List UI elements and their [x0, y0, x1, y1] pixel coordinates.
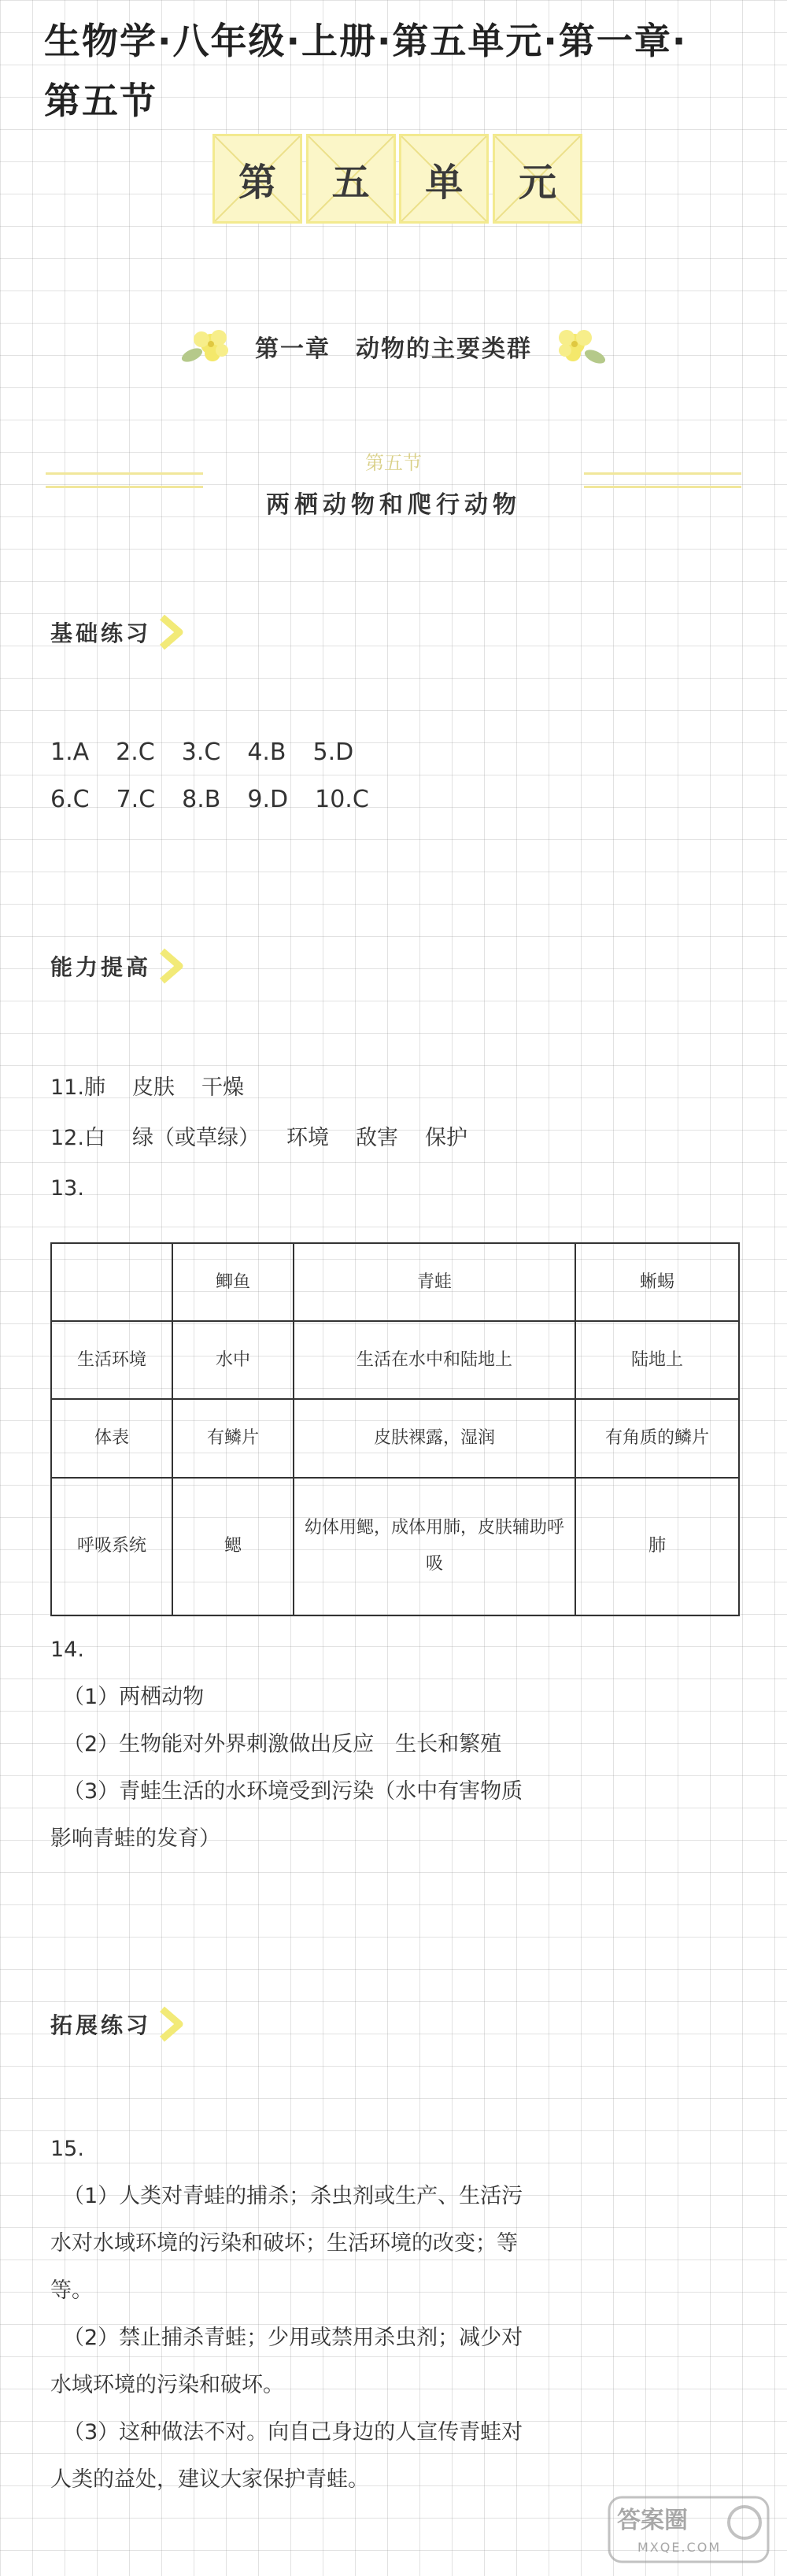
- table-cell: 生活在水中和陆地上: [294, 1321, 575, 1399]
- answer-item: 10.C: [315, 786, 369, 813]
- answer-line: （1）人类对青蛙的捕杀；杀虫剂或生产、生活污: [63, 2184, 523, 2208]
- table-row: [51, 1321, 739, 1399]
- flower-icon: [181, 320, 238, 372]
- comparison-table: [50, 1242, 740, 1616]
- question-13: [50, 1165, 84, 1212]
- heading-ability: [50, 948, 184, 984]
- answer-line: 人类的益处，建议大家保护青蛙。: [50, 2467, 369, 2492]
- chevron-right-icon: [157, 614, 184, 650]
- answer-item: 4.B: [247, 738, 286, 766]
- table-header-cell: 青蛙: [294, 1243, 575, 1321]
- question-11: [50, 1064, 244, 1112]
- chevron-right-icon: [157, 2006, 184, 2042]
- section-title: 两栖动物和爬行动物: [266, 491, 521, 519]
- table-cell: 幼体用鳃，成体用肺，皮肤辅助呼吸: [294, 1478, 575, 1616]
- heading-extension: [50, 2006, 184, 2042]
- answer-line: （2）禁止捕杀青蛙；少用或禁用杀虫剂；减少对: [63, 2326, 523, 2350]
- question-number: 13.: [50, 1176, 84, 1201]
- answer-line: （3）青蛙生活的水环境受到污染（水中有害物质: [63, 1779, 523, 1804]
- answer-item: 3.C: [181, 738, 221, 766]
- answer-item: 6.C: [50, 786, 90, 813]
- table-header-cell: [51, 1243, 172, 1321]
- answer-item: 5.D: [312, 738, 354, 766]
- answer-part: 干燥: [201, 1075, 244, 1100]
- table-cell: 鳃: [172, 1478, 294, 1616]
- unit-banner: [212, 126, 582, 228]
- heading-extension-label: 拓展练习: [50, 2012, 152, 2038]
- heading-basic-practice-label: 基础练习: [50, 620, 152, 646]
- table-header-cell: 鲫鱼: [172, 1243, 294, 1321]
- answer-part: 保护: [424, 1126, 467, 1150]
- banner-char: 五: [331, 160, 370, 205]
- answers-row-1: [50, 729, 380, 776]
- page-title-line1: 生物学·八年级·上册·第五单元·第一章·: [44, 20, 688, 62]
- heading-basic-practice: [50, 614, 184, 650]
- table-row: [51, 1399, 739, 1477]
- banner-tile: [212, 134, 302, 224]
- answer-item: 8.B: [182, 786, 221, 813]
- answer-line: 水对水域环境的污染和破坏；生活环境的改变；等: [50, 2231, 518, 2256]
- table-cell: 肺: [575, 1478, 739, 1616]
- chapter-title: 第一章 动物的主要类群: [255, 335, 532, 363]
- answer-part: 绿（或草绿）: [131, 1126, 260, 1150]
- table-header-row: [51, 1243, 739, 1321]
- answer-line: （2）生物能对外界刺激做出反应 生长和繁殖: [63, 1732, 502, 1756]
- banner-char: 元: [518, 160, 556, 205]
- answers-row-2: [50, 776, 396, 824]
- answer-part: 皮肤: [131, 1075, 175, 1100]
- answer-item: 7.C: [116, 786, 156, 813]
- banner-char: 单: [425, 160, 464, 205]
- question-15: [50, 2126, 743, 2504]
- answer-item: 9.D: [247, 786, 289, 813]
- answer-item: 2.C: [116, 738, 155, 766]
- table-row: [51, 1478, 739, 1616]
- question-14: [50, 1627, 743, 1863]
- question-number: 15.: [50, 2137, 84, 2161]
- banner-char: 第: [238, 160, 276, 205]
- answer-line: 水域环境的污染和破坏。: [50, 2373, 284, 2397]
- question-number: 12.: [50, 1126, 84, 1150]
- chapter-header: [134, 315, 653, 378]
- table-cell: 水中: [172, 1321, 294, 1399]
- flower-icon: [549, 320, 606, 372]
- page-title-line2: 第五节: [44, 80, 157, 122]
- table-cell: 陆地上: [575, 1321, 739, 1399]
- question-number: 11.: [50, 1075, 84, 1100]
- banner-tile: [306, 134, 396, 224]
- table-cell: 有角质的鳞片: [575, 1399, 739, 1477]
- watermark-text: 答案圈: [617, 2507, 688, 2534]
- table-cell: 体表: [51, 1399, 172, 1477]
- banner-tile: [493, 134, 582, 224]
- answer-part: 敌害: [355, 1126, 398, 1150]
- table-cell: 生活环境: [51, 1321, 172, 1399]
- table-cell: 有鳞片: [172, 1399, 294, 1477]
- page-title: [44, 11, 752, 131]
- answer-part: 白: [83, 1126, 105, 1150]
- answer-line: 等。: [50, 2278, 93, 2303]
- answer-part: 环境: [286, 1126, 329, 1150]
- table-cell: 呼吸系统: [51, 1478, 172, 1616]
- table-cell: 皮肤裸露，湿润: [294, 1399, 575, 1477]
- answer-line: （3）这种做法不对。向自己身边的人宣传青蛙对: [63, 2420, 523, 2445]
- answer-line: （1）两栖动物: [63, 1685, 205, 1709]
- watermark-logo: [606, 2494, 771, 2565]
- chevron-right-icon: [157, 948, 184, 984]
- heading-ability-label: 能力提高: [50, 954, 152, 980]
- banner-tile: [399, 134, 489, 224]
- question-12: [50, 1115, 467, 1162]
- watermark-url: MXQE.COM: [637, 2540, 722, 2555]
- table-header-cell: 蜥蜴: [575, 1243, 739, 1321]
- answer-line: 影响青蛙的发育）: [50, 1827, 220, 1851]
- answer-item: 1.A: [50, 738, 90, 766]
- question-number: 14.: [50, 1638, 84, 1662]
- answer-part: 肺: [83, 1075, 105, 1100]
- section-label: 第五节: [365, 452, 422, 474]
